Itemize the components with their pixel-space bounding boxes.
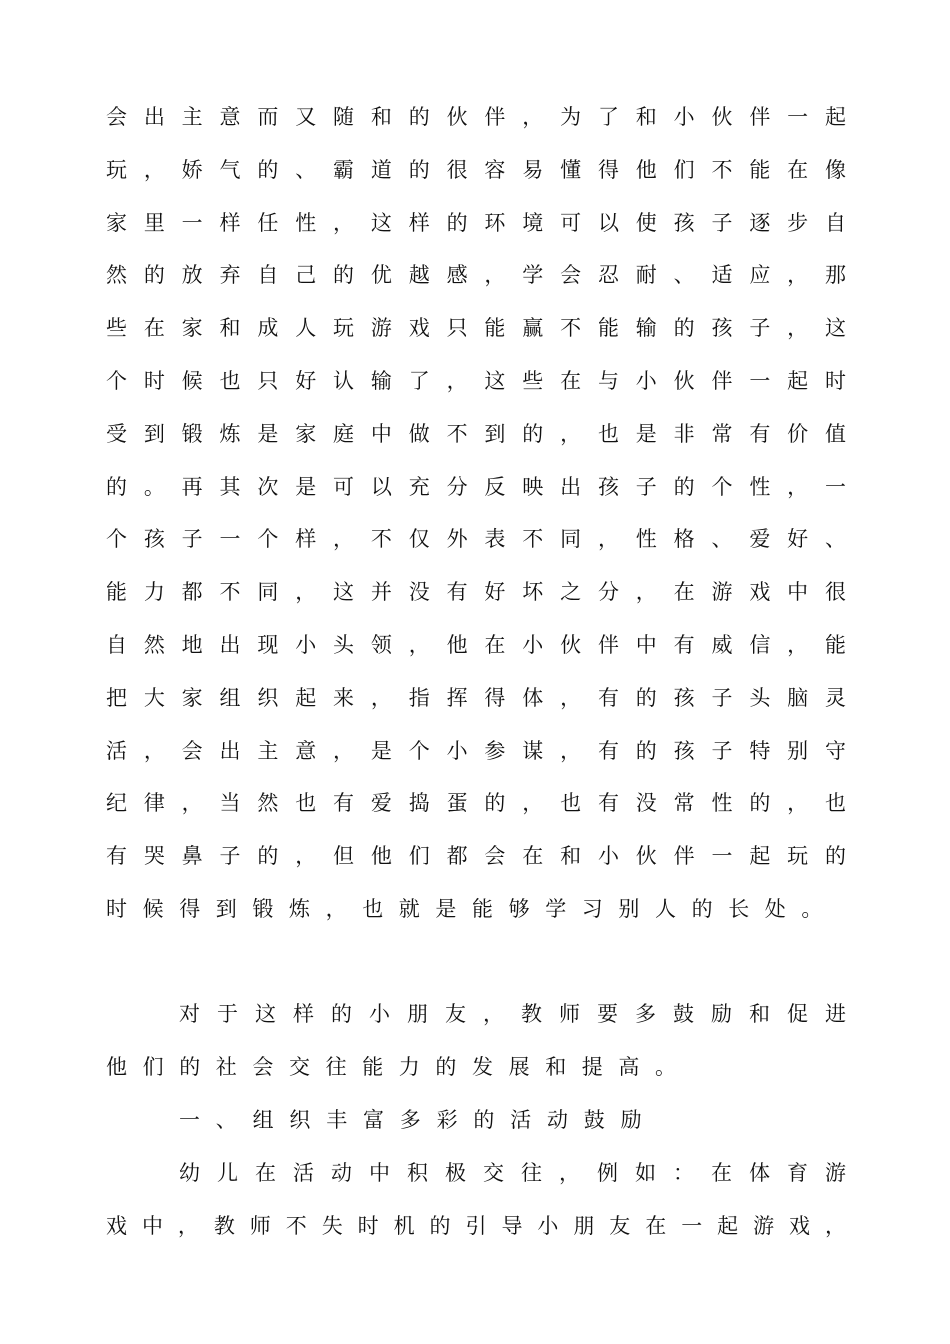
text-line: 有哭鼻子的，但他们都会在和小伙伴一起玩的: [106, 844, 846, 868]
paragraph-first-line: 幼儿在活动中积极交往，例如：在体育游: [179, 1161, 846, 1185]
text-line: 纪律，当然也有爱捣蛋的，也有没常性的，也: [106, 791, 846, 815]
text-line: 自然地出现小头领，他在小伙伴中有威信，能: [106, 633, 846, 657]
text-line: 个时候也只好认输了，这些在与小伙伴一起时: [106, 369, 846, 393]
text-line: 活，会出主意，是个小参谋，有的孩子特别守: [106, 739, 846, 763]
text-line: 个孩子一个样，不仅外表不同，性格、爱好、: [106, 527, 846, 551]
paragraph-first-line: 对于这样的小朋友，教师要多鼓励和促进: [179, 1002, 846, 1026]
text-line: 的。再其次是可以充分反映出孩子的个性，一: [106, 475, 846, 499]
text-line: 受到锻炼是家庭中做不到的，也是非常有价值: [106, 422, 846, 446]
text-line: 然的放弃自己的优越感，学会忍耐、适应，那: [106, 263, 846, 287]
text-line: 玩，娇气的、霸道的很容易懂得他们不能在像: [106, 158, 846, 182]
text-line: 会出主意而又随和的伙伴，为了和小伙伴一起: [106, 105, 846, 129]
text-line: 他们的社会交往能力的发展和提高。: [106, 1055, 692, 1079]
text-line: 把大家组织起来，指挥得体，有的孩子头脑灵: [106, 686, 846, 710]
text-line: 戏中，教师不失时机的引导小朋友在一起游戏，: [106, 1214, 846, 1238]
section-heading: 一、组织丰富多彩的活动鼓励: [179, 1108, 658, 1132]
text-line: 家里一样任性，这样的环境可以使孩子逐步自: [106, 211, 846, 235]
text-line: 时候得到锻炼，也就是能够学习别人的长处。: [106, 897, 838, 921]
text-line: 能力都不同，这并没有好坏之分，在游戏中很: [106, 580, 846, 604]
text-line: 些在家和成人玩游戏只能赢不能输的孩子，这: [106, 316, 846, 340]
